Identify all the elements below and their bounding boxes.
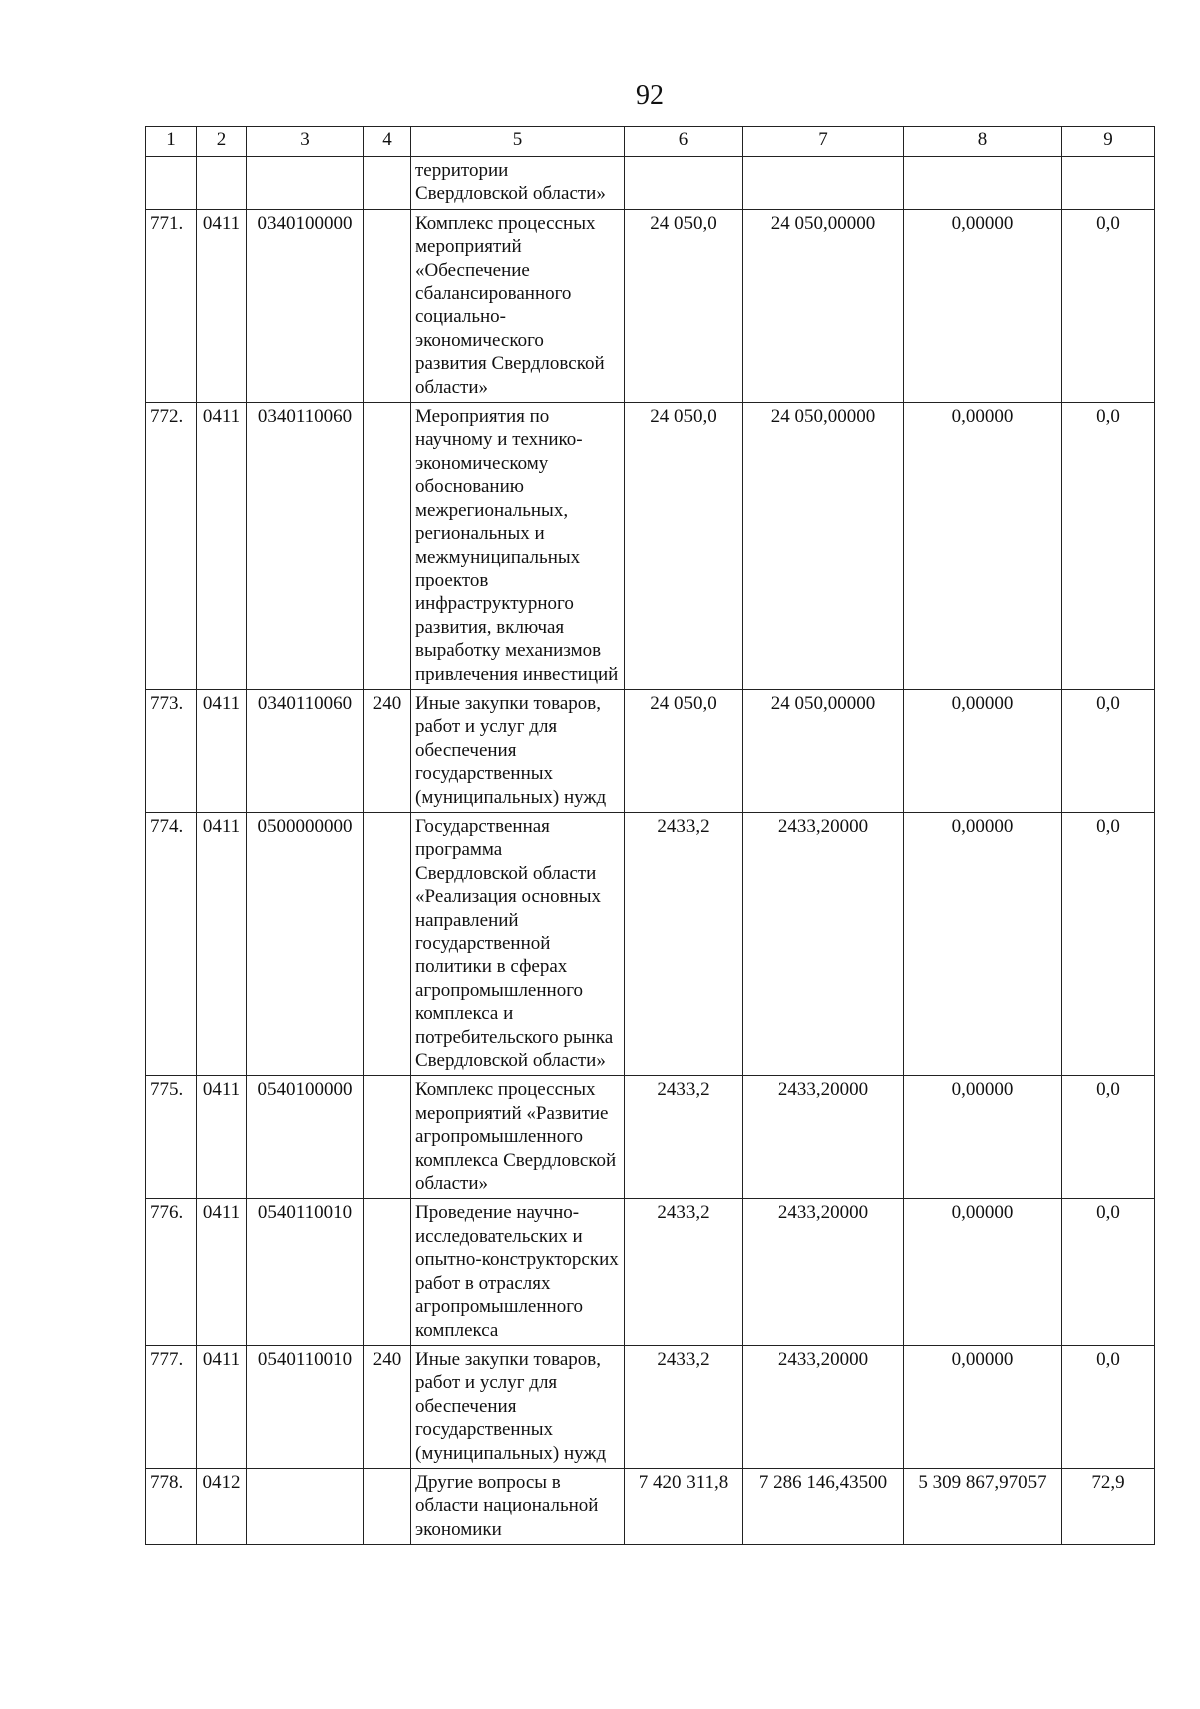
item-name: территории Свердловской области» [411,157,625,210]
section-code: 0411 [197,1076,247,1199]
expense-type [364,1076,411,1199]
target-code: 0540110010 [247,1345,364,1468]
amount-col7: 24 050,00000 [743,209,904,402]
amount-col8: 0,00000 [904,812,1062,1075]
amount-col7 [743,157,904,210]
amount-col7: 2433,20000 [743,1345,904,1468]
section-code: 0411 [197,209,247,402]
target-code [247,1468,364,1544]
amount-col8 [904,157,1062,210]
percent-col9: 0,0 [1062,1199,1155,1345]
amount-col7: 7 286 146,43500 [743,1468,904,1544]
amount-col7: 2433,20000 [743,1199,904,1345]
amount-col6: 2433,2 [625,1345,743,1468]
expense-type [364,1468,411,1544]
table-header-row [146,127,1155,157]
amount-col7: 2433,20000 [743,1076,904,1199]
table-row [146,689,1155,812]
item-name: Мероприятия по научному и технико-экономическому обоснованию межрегиональных, региональных и межмуниципальных проектов инфраструктурного развития, включая выработку механизмов привлечения инвестиций [411,403,625,690]
section-code [197,157,247,210]
table-row [146,1468,1155,1544]
amount-col8: 0,00000 [904,209,1062,402]
amount-col8: 0,00000 [904,689,1062,812]
expense-type [364,403,411,690]
section-code: 0411 [197,812,247,1075]
column-header: 1 [146,127,197,157]
amount-col8: 5 309 867,97057 [904,1468,1062,1544]
amount-col6: 24 050,0 [625,209,743,402]
row-number: 771. [146,209,197,402]
column-header: 2 [197,127,247,157]
row-number: 777. [146,1345,197,1468]
amount-col6: 24 050,0 [625,403,743,690]
amount-col6: 2433,2 [625,1199,743,1345]
section-code: 0411 [197,403,247,690]
amount-col6: 2433,2 [625,812,743,1075]
table-row [146,812,1155,1075]
column-header: 5 [411,127,625,157]
row-number: 776. [146,1199,197,1345]
budget-table [145,126,1155,1545]
target-code: 0340110060 [247,403,364,690]
expense-type: 240 [364,1345,411,1468]
percent-col9: 0,0 [1062,689,1155,812]
item-name: Иные закупки товаров, работ и услуг для обеспечения государственных (муниципальных) нужд [411,1345,625,1468]
item-name: Проведение научно-исследовательских и опытно-конструкторских работ в отраслях агропромышленного комплекса [411,1199,625,1345]
row-number: 772. [146,403,197,690]
row-number: 775. [146,1076,197,1199]
amount-col7: 24 050,00000 [743,403,904,690]
amount-col6: 2433,2 [625,1076,743,1199]
expense-type [364,1199,411,1345]
table-row [146,1345,1155,1468]
expense-type [364,812,411,1075]
section-code: 0412 [197,1468,247,1544]
section-code: 0411 [197,1199,247,1345]
amount-col6: 24 050,0 [625,689,743,812]
expense-type: 240 [364,689,411,812]
table-row [146,209,1155,402]
item-name: Иные закупки товаров, работ и услуг для обеспечения государственных (муниципальных) нужд [411,689,625,812]
target-code: 0340100000 [247,209,364,402]
column-header: 6 [625,127,743,157]
amount-col8: 0,00000 [904,1199,1062,1345]
row-number: 778. [146,1468,197,1544]
column-header: 8 [904,127,1062,157]
column-header: 9 [1062,127,1155,157]
table-row [146,1199,1155,1345]
target-code: 0500000000 [247,812,364,1075]
percent-col9: 0,0 [1062,209,1155,402]
item-name: Комплекс процессных мероприятий «Обеспечение сбалансированного социально-экономического развития Свердловской области» [411,209,625,402]
item-name: Государственная программа Свердловской области «Реализация основных направлений государственной политики в сферах агропромышленного комплекса и потребительского рынка Свердловской области» [411,812,625,1075]
amount-col7: 2433,20000 [743,812,904,1075]
amount-col6 [625,157,743,210]
column-header: 7 [743,127,904,157]
amount-col6: 7 420 311,8 [625,1468,743,1544]
amount-col8: 0,00000 [904,1345,1062,1468]
target-code: 0340110060 [247,689,364,812]
amount-col8: 0,00000 [904,1076,1062,1199]
column-header: 4 [364,127,411,157]
column-header: 3 [247,127,364,157]
item-name: Комплекс процессных мероприятий «Развитие агропромышленного комплекса Свердловской области» [411,1076,625,1199]
table-row [146,403,1155,690]
page-number: 92 [636,80,664,111]
row-number: 773. [146,689,197,812]
percent-col9: 0,0 [1062,403,1155,690]
percent-col9: 0,0 [1062,1345,1155,1468]
percent-col9: 0,0 [1062,1076,1155,1199]
amount-col7: 24 050,00000 [743,689,904,812]
expense-type [364,157,411,210]
percent-col9: 72,9 [1062,1468,1155,1544]
table-row [146,157,1155,210]
section-code: 0411 [197,689,247,812]
row-number [146,157,197,210]
percent-col9: 0,0 [1062,812,1155,1075]
target-code: 0540110010 [247,1199,364,1345]
target-code [247,157,364,210]
section-code: 0411 [197,1345,247,1468]
target-code: 0540100000 [247,1076,364,1199]
table-row [146,1076,1155,1199]
row-number: 774. [146,812,197,1075]
amount-col8: 0,00000 [904,403,1062,690]
percent-col9 [1062,157,1155,210]
expense-type [364,209,411,402]
item-name: Другие вопросы в области национальной экономики [411,1468,625,1544]
